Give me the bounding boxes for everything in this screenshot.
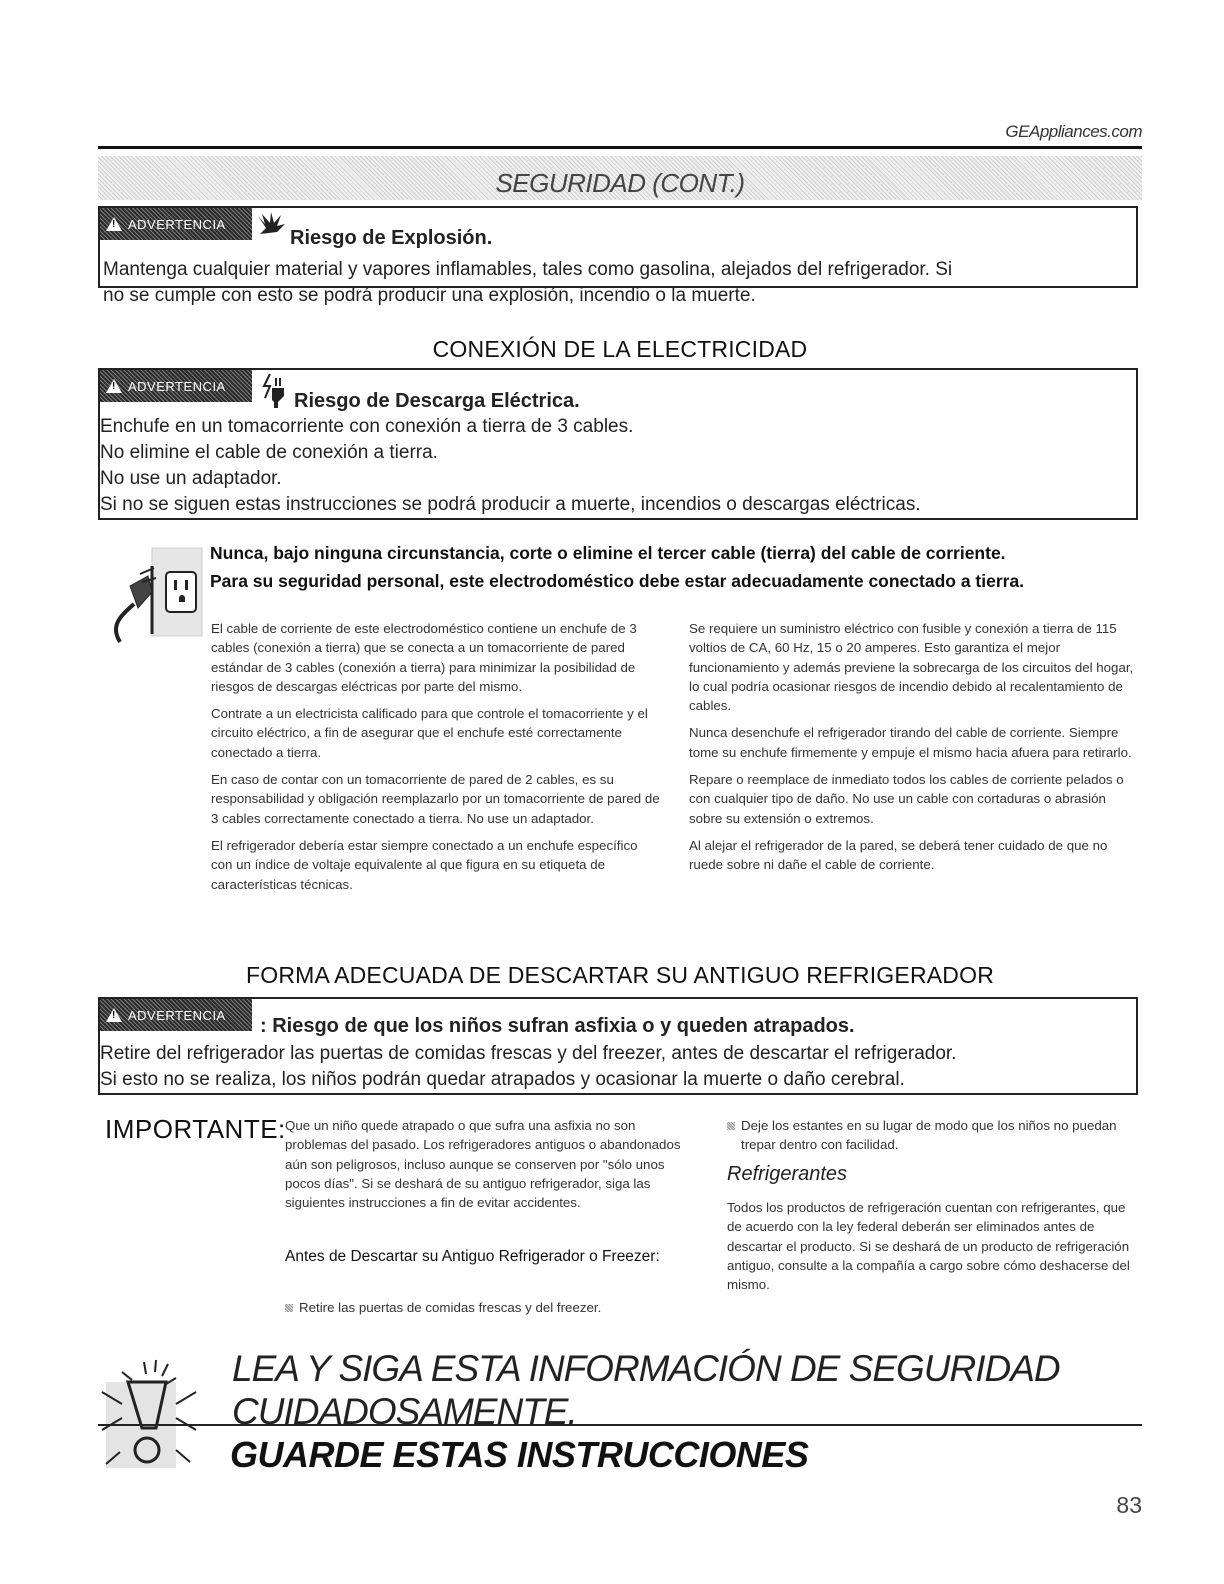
warning-triangle-icon [106,379,122,393]
entrapment-warning-text [100,1041,956,1093]
bullet-icon [727,1122,735,1130]
bullet-text: Deje los estantes en su lugar de modo que los niños no puedan trepar dentro con facilidad. [741,1118,1117,1153]
shock-warning-text [100,414,921,518]
disposal-heading: FORMA ADECUADA DE DESCARTAR SU ANTIGUO REFRIGERADOR [245,962,995,988]
paragraph: Repare o reemplace de inmediato todos los cables de corriente pelados o con cualquier tipo de daño. No use un cable con cortaduras o abrasión sobre su extensión o extremos. [689,772,1124,826]
paragraph: El refrigerador debería estar siempre conectado a un enchufe específico con un índice de voltaje equivalente al que figura en su etiqueta de características técnicas. [211,837,638,892]
footer-rule [98,1424,1142,1426]
explosion-warning-title: Riesgo de Explosión. [290,227,493,249]
important-text: Que un niño quede atrapado o que sufra una asfixia no son problemas del pasado. Los refrigeradores antiguos o abandonados aún son peligrosos, incluso aunque se conserven por "sólo unos pocos días". Si se deshará de su antiguo refrigerador, siga las siguientes instrucciones a fin de evitar accidentes. [285,1118,681,1211]
warning-badge [100,208,252,240]
warning-line: no se cumple con esto se podrá producir una explosión, incendio o la muerte. [103,285,756,306]
paragraph: Contrate a un electricista calificado para que controle el tomacorriente y el circuito eléctrico, a fin de asegurar que el enchufe esté correctamente conectado a tierra. [211,706,648,760]
caution-light-icon [100,1352,210,1468]
section-title: SEGURIDAD (CONT.) [495,168,745,198]
warning-badge-label: ADVERTENCIA [128,216,226,232]
warning-line: Si esto no se realiza, los niños podrán quedar atrapados y ocasionar la muerte o daño cerebral. [100,1069,905,1090]
warning-line: No use un adaptador. [100,468,282,489]
explosion-warning-text [103,257,952,309]
warning-line: No elimine el cable de conexión a tierra. [100,442,438,463]
warning-line: Enchufe en un tomacorriente con conexión a tierra de 3 cables. [100,416,634,437]
warning-line: Si no se siguen estas instrucciones se podrá producir a muerte, incendios o descargas eléctricas. [100,494,921,515]
important-label: IMPORTANTE: [105,1114,286,1144]
warning-line: Mantenga cualquier material y vapores inflamables, tales como gasolina, alejados del refrigerador. Si [103,259,953,280]
page-number: 83 [1116,1492,1142,1518]
read-follow-line2: CUIDADOSAMENTE. [232,1391,577,1432]
paragraph: El cable de corriente de este electrodoméstico contiene un enchufe de 3 cables (conexión a tierra) que se conecta a un tomacorriente de pared estándar de 3 cables (conexión a tierra) para minimizar la posibilidad de riesgos de descargas eléctricas por parte del mismo. [211,621,637,694]
paragraph: Se requiere un suministro eléctrico con fusible y conexión a tierra de 115 voltios de CA, 60 Hz, 15 o 20 amperes. Esto garantiza el mejor funcionamiento y además previene la sobrecarga de los circuitos del hogar, lo cual podría ocasionar riesgos de incendio debido al recalentamiento de cables. [689,621,1134,714]
never-cut-ground-text: Nunca, bajo ninguna circunstancia, corte o elimine el tercer cable (tierra) del cable de corriente. [210,543,1006,563]
header-rule [98,146,1142,149]
warning-triangle-icon [106,217,122,231]
warning-badge [100,999,252,1031]
bullet-icon [285,1304,293,1312]
site-url: GEAppliances.com [1005,122,1142,141]
warning-badge-label: ADVERTENCIA [128,378,226,394]
paragraph: Al alejar el refrigerador de la pared, se deberá tener cuidado de que no ruede sobre ni dañe el cable de corriente. [689,837,1108,873]
bullet-remove-doors [285,1298,705,1317]
paragraph: En caso de contar con un tomacorriente de pared de 2 cables, es su responsabilidad y obligación reemplazarlo por un tomacorriente de pared de 3 cables correctamente conectado a tierra. No use un adaptador. [211,772,660,826]
electric-left-column [211,619,661,902]
entrapment-warning-box [98,997,1138,1095]
before-discard-heading: Antes de Descartar su Antiguo Refrigerador o Freezer: [285,1248,660,1265]
refrigerants-text: Todos los productos de refrigeración cuentan con refrigerantes, que de acuerdo con la ley federal deberán ser eliminados antes de descartar el producto. Si se deshará de un producto de refrigeración antiguo, consulte a la compañía a cargo sobre cómo deshacerse del mismo. [727,1200,1130,1293]
bullet-text: Retire las puertas de comidas frescas y del freezer. [299,1300,602,1315]
refrigerants-heading: Refrigerantes [727,1163,848,1185]
shock-warning-title: Riesgo de Descarga Eléctrica. [294,390,580,412]
electric-shock-icon [256,372,288,410]
electric-right-column [689,619,1141,883]
warning-badge-label: ADVERTENCIA [128,1007,226,1023]
save-instructions: GUARDE ESTAS INSTRUCCIONES [230,1434,809,1475]
grounded-plug-illustration [100,546,204,650]
warning-triangle-icon [106,1008,122,1022]
read-follow-line1: LEA Y SIGA ESTA INFORMACIÓN DE SEGURIDAD [232,1348,1060,1389]
electric-heading: CONEXIÓN DE LA ELECTRICIDAD [432,336,808,362]
bullet-leave-shelves [727,1116,1153,1155]
grounding-required-text: Para su seguridad personal, este electrodoméstico debe estar adecuadamente conectado a tierra. [210,571,1025,591]
warning-badge [100,370,252,402]
paragraph: Nunca desenchufe el refrigerador tirando del cable de corriente. Siempre tome su enchufe firmemente y empuje el mismo hacia afuera para retirarlo. [689,725,1132,760]
warning-line: Retire del refrigerador las puertas de comidas frescas y del freezer, antes de descartar el refrigerador. [100,1043,957,1064]
entrapment-warning-title: : Riesgo de que los niños sufran asfixia o y queden atrapados. [260,1015,855,1037]
explosion-warning-box [98,206,1138,306]
shock-warning-box [98,368,1138,520]
explosion-icon [256,212,286,238]
